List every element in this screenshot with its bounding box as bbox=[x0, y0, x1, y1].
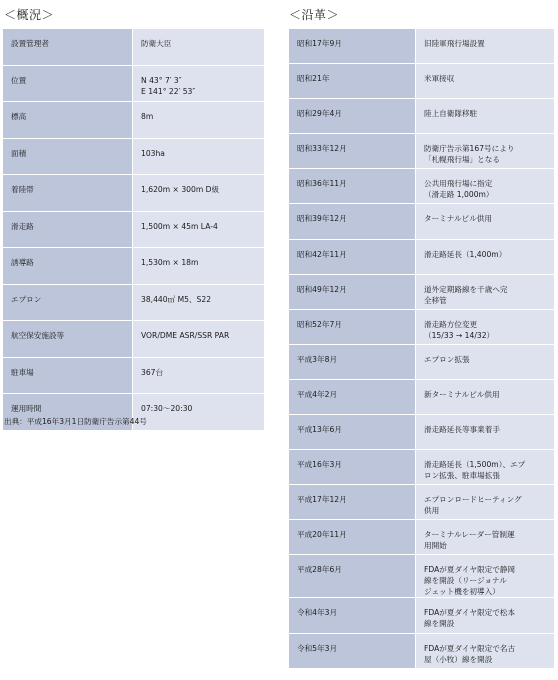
history-event bbox=[416, 598, 555, 633]
history-event-line: エプロンロードヒーティング bbox=[424, 495, 522, 505]
table-row bbox=[289, 485, 555, 520]
overview-value-line: 103ha bbox=[141, 148, 165, 158]
table-row bbox=[3, 211, 265, 248]
source-note: 出典：平成16年3月1日防衛庁告示第44号 bbox=[4, 417, 147, 426]
overview-label: 位置 bbox=[3, 65, 133, 102]
history-event bbox=[416, 274, 555, 309]
table-row bbox=[289, 99, 555, 134]
table-row bbox=[3, 138, 265, 175]
overview-table bbox=[2, 28, 265, 431]
history-event bbox=[416, 415, 555, 450]
history-event-line: （15/33 → 14/32） bbox=[424, 330, 495, 340]
overview-value bbox=[133, 321, 265, 358]
overview-label: 航空保安施設等 bbox=[3, 321, 133, 358]
history-date: 昭和52年7月 bbox=[289, 309, 416, 344]
history-event bbox=[416, 204, 555, 239]
overview-value bbox=[133, 211, 265, 248]
overview-value-line: 防衛大臣 bbox=[141, 39, 172, 48]
table-row bbox=[3, 65, 265, 102]
overview-value-line: 1,620m × 300m D級 bbox=[141, 185, 220, 194]
history-event bbox=[416, 99, 555, 134]
history-event-line: 線を開設（リージョナル bbox=[424, 576, 507, 586]
overview-value-line: 1,530m × 18m bbox=[141, 258, 199, 267]
table-row bbox=[289, 274, 555, 309]
table-row bbox=[289, 239, 555, 274]
history-event-line: ロン拡張、駐車場拡張 bbox=[424, 471, 500, 481]
history-event-line: FDAが夏ダイヤ限定で名古 bbox=[424, 643, 516, 653]
table-row bbox=[289, 379, 555, 414]
table-row bbox=[289, 633, 555, 668]
history-event-line: 「札幌飛行場」となる bbox=[424, 155, 500, 165]
history-event-line: 道外定期路線を千歳へ完 bbox=[424, 284, 508, 294]
history-event bbox=[416, 29, 555, 64]
table-row bbox=[289, 555, 555, 598]
table-row bbox=[3, 175, 265, 212]
overview-value-line: 07:30〜20:30 bbox=[141, 404, 193, 413]
overview-value bbox=[133, 394, 265, 431]
history-event bbox=[416, 450, 555, 485]
history-event-line: 旧陸軍飛行場設置 bbox=[424, 39, 485, 48]
history-event-line: 米軍接収 bbox=[424, 74, 455, 84]
history-event bbox=[416, 379, 555, 414]
overview-value bbox=[133, 29, 265, 66]
history-date: 平成4年2月 bbox=[289, 379, 416, 414]
overview-label: 面積 bbox=[3, 138, 133, 175]
history-event-line: 滑走路延長等事業着手 bbox=[424, 425, 500, 435]
history-event-line: （滑走路 1,000m） bbox=[424, 190, 494, 200]
table-row bbox=[3, 357, 265, 394]
history-date: 昭和36年11月 bbox=[289, 169, 416, 204]
history-event bbox=[416, 520, 555, 555]
history-event-line: 新ターミナルビル供用 bbox=[424, 389, 500, 399]
table-row bbox=[289, 204, 555, 239]
overview-label: 滑走路 bbox=[3, 211, 133, 248]
overview-value bbox=[133, 284, 265, 321]
history-event-line: 公共用飛行場に指定 bbox=[424, 179, 493, 189]
overview-label: 駐車場 bbox=[3, 357, 133, 394]
overview-value bbox=[133, 175, 265, 212]
history-event bbox=[416, 169, 555, 204]
overview-label: エプロン bbox=[3, 284, 133, 321]
table-row bbox=[3, 29, 265, 66]
table-row bbox=[289, 344, 555, 379]
history-date: 平成16年3月 bbox=[289, 450, 416, 485]
history-event-line: 線を開設 bbox=[424, 619, 455, 629]
history-event bbox=[416, 239, 555, 274]
overview-label: 設置管理者 bbox=[3, 29, 133, 66]
overview-value-line: VOR/DME ASR/SSR PAR bbox=[141, 331, 230, 340]
overview-value-line: N 43° 7′ 3″ bbox=[141, 75, 182, 85]
overview-value bbox=[133, 65, 265, 102]
overview-value bbox=[133, 357, 265, 394]
table-row bbox=[289, 64, 555, 99]
history-event bbox=[416, 555, 555, 598]
history-event-line: 滑走路延長（1,400m） bbox=[424, 249, 507, 259]
history-event-line: 全移管 bbox=[424, 295, 447, 305]
history-event-line: 用開始 bbox=[424, 541, 447, 551]
history-event-line: エプロン拡張 bbox=[424, 354, 470, 364]
history-date: 平成17年12月 bbox=[289, 485, 416, 520]
history-event-line: 陸上自衛隊移駐 bbox=[424, 109, 478, 119]
table-row bbox=[289, 29, 555, 64]
overview-value-line: 367台 bbox=[141, 367, 164, 377]
history-date: 昭和42年11月 bbox=[289, 239, 416, 274]
overview-label: 運用時間 bbox=[3, 394, 133, 431]
history-date: 昭和49年12月 bbox=[289, 274, 416, 309]
history-event bbox=[416, 64, 555, 99]
history-event-line: FDAが夏ダイヤ限定で松本 bbox=[424, 608, 516, 618]
history-event-line: ターミナルビル供用 bbox=[424, 214, 492, 224]
overview-label: 標高 bbox=[3, 102, 133, 139]
history-event-line: FDAが夏ダイヤ限定で静岡 bbox=[424, 565, 516, 575]
history-date: 平成28年6月 bbox=[289, 555, 416, 598]
table-row bbox=[3, 248, 265, 285]
overview-label: 誘導路 bbox=[3, 248, 133, 285]
overview-value bbox=[133, 138, 265, 175]
history-event-line: 供用 bbox=[424, 506, 440, 516]
history-date: 平成13年6月 bbox=[289, 415, 416, 450]
table-row bbox=[289, 520, 555, 555]
overview-value-line: E 141° 22′ 53″ bbox=[141, 86, 196, 96]
history-event-line: ジェット機を初導入） bbox=[424, 587, 500, 597]
history-date: 昭和17年9月 bbox=[289, 29, 416, 64]
table-row bbox=[3, 102, 265, 139]
history-title: ＜沿革＞ bbox=[289, 8, 340, 22]
history-event bbox=[416, 309, 555, 344]
table-row bbox=[3, 284, 265, 321]
overview-value-line: 1,500m × 45m LA-4 bbox=[141, 221, 218, 231]
overview-title: ＜概況＞ bbox=[4, 8, 55, 22]
history-event-line: ターミナルレーダー管制運 bbox=[424, 530, 515, 540]
history-event bbox=[416, 134, 555, 169]
history-event bbox=[416, 485, 555, 520]
history-date: 平成3年8月 bbox=[289, 344, 416, 379]
table-row bbox=[289, 169, 555, 204]
history-date: 昭和39年12月 bbox=[289, 204, 416, 239]
history-event bbox=[416, 633, 555, 668]
overview-value bbox=[133, 248, 265, 285]
history-event-line: 防衛庁告示第167号により bbox=[424, 144, 515, 154]
table-row bbox=[289, 415, 555, 450]
history-event bbox=[416, 344, 555, 379]
history-event-line: 滑走路延長（1,500m）、エプ bbox=[424, 460, 526, 470]
history-date: 令和5年3月 bbox=[289, 633, 416, 668]
table-row bbox=[289, 598, 555, 633]
overview-value bbox=[133, 102, 265, 139]
history-date: 昭和29年4月 bbox=[289, 99, 416, 134]
history-event-line: 滑走路方位変更 bbox=[424, 319, 478, 329]
table-row bbox=[3, 321, 265, 358]
table-row bbox=[289, 134, 555, 169]
history-date: 昭和21年 bbox=[289, 64, 416, 99]
history-date: 平成20年11月 bbox=[289, 520, 416, 555]
table-row bbox=[289, 450, 555, 485]
table-row bbox=[289, 309, 555, 344]
history-table bbox=[288, 28, 555, 669]
history-date: 昭和33年12月 bbox=[289, 134, 416, 169]
overview-label: 着陸帯 bbox=[3, 175, 133, 212]
history-date: 令和4年3月 bbox=[289, 598, 416, 633]
history-event-line: 屋（小牧）線を開設 bbox=[424, 654, 493, 664]
overview-value-line: 8m bbox=[141, 112, 154, 121]
overview-value-line: 38,440㎡ M5、S22 bbox=[141, 294, 212, 304]
